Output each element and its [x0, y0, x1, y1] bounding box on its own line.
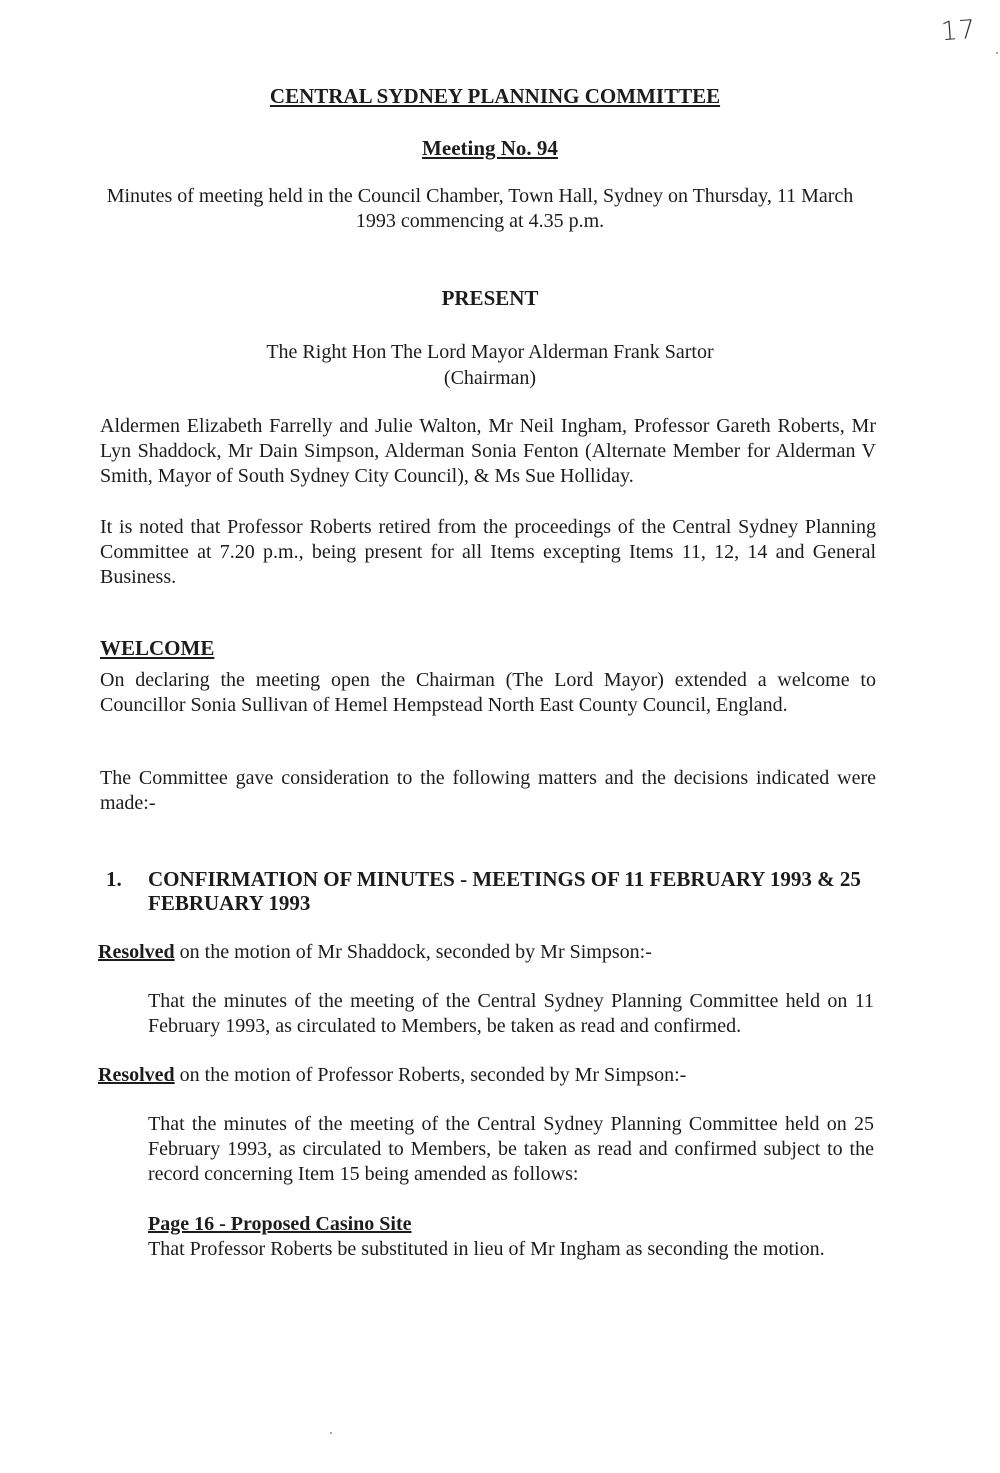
welcome-heading: WELCOME: [100, 636, 215, 660]
motion-text: on the motion of Professor Roberts, seconded by Mr Simpson:-: [174, 1064, 687, 1086]
welcome-text: On declaring the meeting open the Chairman (The Lord Mayor) extended a welcome to Councillor Sonia Sullivan of Hemel Hempstead North East County Council, England.: [100, 669, 876, 716]
resolved-keyword: Resolved: [98, 1064, 175, 1086]
consideration-text: The Committee gave consideration to the following matters and the decisions indicated were made:-: [100, 767, 876, 814]
motion-text: on the motion of Mr Shaddock, seconded by Mr Simpson:-: [174, 941, 652, 963]
page-number: 17: [939, 14, 978, 48]
resolved-keyword: Resolved: [98, 941, 175, 963]
attendance-note: It is noted that Professor Roberts retired from the proceedings of the Central Sydney Planning Committee at 7.20 p.m., being present for all Items excepting Items 11, 12, 14 and General Business.: [100, 516, 876, 588]
resolution-motion: [98, 941, 878, 964]
resolution-text: That the minutes of the meeting of the Central Sydney Planning Committee held on 25 February 1993, as circulated to Members, be taken as read and confirmed subject to the record concerning Item 15 being amended as follows:: [148, 1113, 874, 1185]
present-heading: PRESENT: [441, 286, 539, 310]
committee-title: CENTRAL SYDNEY PLANNING COMMITTEE: [269, 84, 721, 108]
chair-name: The Right Hon The Lord Mayor Alderman Frank Sartor: [266, 341, 714, 363]
item-number: 1.: [106, 867, 122, 891]
resolution-motion: [98, 1064, 878, 1087]
amendment-text: That Professor Roberts be substituted in lieu of Mr Ingham as seconding the motion.: [148, 1238, 825, 1260]
chair-role: (Chairman): [443, 367, 537, 389]
members-list: Aldermen Elizabeth Farrelly and Julie Walton, Mr Neil Ingham, Professor Gareth Roberts, Mr Lyn Shaddock, Mr Dain Simpson, Alderman Sonia Fenton (Alternate Member for Alderman V Smith, Mayor of South Sydney City Council), & Ms Sue Holliday.: [100, 415, 876, 487]
meeting-intro: Minutes of meeting held in the Council Chamber, Town Hall, Sydney on Thursday, 11 March 1993 commencing at 4.35 p.m.: [106, 185, 854, 232]
scan-speck: [996, 52, 998, 54]
meeting-number: Meeting No. 94: [422, 136, 558, 160]
amendment-heading: Page 16 - Proposed Casino Site: [148, 1213, 412, 1235]
item-title: CONFIRMATION OF MINUTES - MEETINGS OF 11 FEBRUARY 1993 & 25 FEBRUARY 1993: [148, 867, 861, 915]
resolution-text: That the minutes of the meeting of the Central Sydney Planning Committee held on 11 February 1993, as circulated to Members, be taken as read and confirmed.: [148, 990, 874, 1037]
scan-speck: [330, 1432, 332, 1434]
